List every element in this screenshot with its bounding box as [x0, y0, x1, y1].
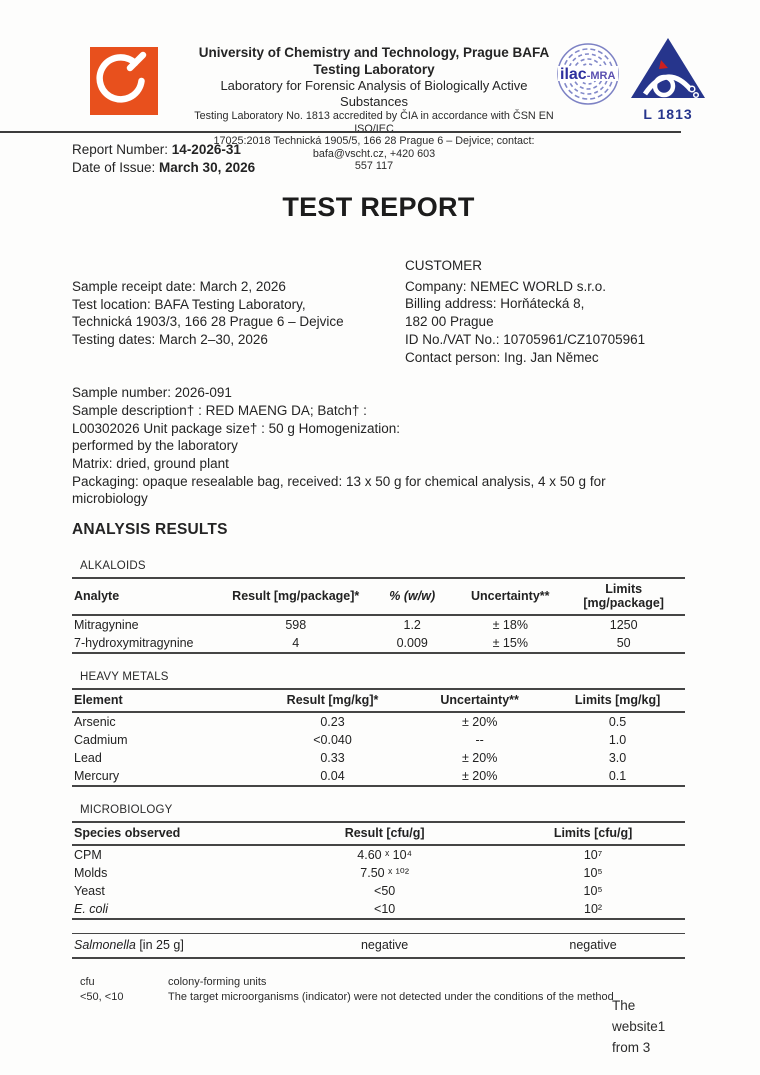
table-row	[72, 767, 685, 786]
column-header: Analyte	[72, 578, 225, 615]
table-cell: Cadmium	[74, 733, 128, 748]
document-header	[0, 0, 760, 178]
alkaloids-table	[72, 577, 685, 654]
report-number-line: Report Number: 14-2026-31	[72, 142, 241, 157]
table-cell	[72, 934, 268, 958]
table-cell: Yeast	[74, 884, 105, 899]
table-cell: 7-hydroxymitragynine	[72, 634, 225, 653]
sample-line: Sample description† : RED MAENG DA; Batch† :	[72, 402, 367, 418]
accreditation-phone: 557 117	[354, 160, 394, 173]
sample-line: Packaging: opaque resealable bag, received: 13 x 50 g for chemical analysis, 4 x 50 g for microbiology	[72, 473, 606, 507]
customer-line: ID No./VAT No.: 10705961/CZ10705961	[405, 331, 646, 347]
footer-line: website1	[612, 1019, 666, 1034]
table-row	[72, 749, 685, 767]
footnote-term: cfu	[80, 975, 95, 988]
table-cell: Arsenic	[74, 715, 116, 730]
heavy-metals-table	[72, 688, 685, 787]
column-header: % (w/w)	[366, 578, 458, 615]
table-cell: 10⁵	[583, 866, 603, 881]
sample-line: performed by the laboratory	[72, 438, 238, 454]
table-cell: 0.04	[256, 767, 409, 786]
table-row	[72, 900, 685, 919]
cia-triangle-icon	[629, 36, 707, 100]
info-line: Technická 1903/3, 166 28 Prague 6 – Dejvice	[72, 314, 344, 330]
table-cell: 598	[285, 618, 307, 633]
org-name-line2: Testing Laboratory	[313, 62, 435, 77]
table-header-row	[72, 822, 685, 845]
page-number-footer	[612, 995, 665, 1058]
page-title: TEST REPORT	[282, 192, 475, 222]
table-cell: 0.23	[320, 715, 345, 730]
customer-block	[405, 257, 645, 366]
report-meta	[72, 141, 255, 177]
footnote-row	[72, 990, 685, 1005]
table-header-row	[72, 578, 685, 615]
customer-line: 182 00 Prague	[405, 314, 494, 330]
table-cell: Lead	[74, 751, 102, 766]
table-cell: 4	[225, 634, 366, 653]
uct-prague-logo-icon	[90, 47, 158, 115]
table-row	[72, 634, 685, 653]
header-divider	[0, 131, 681, 133]
table-cell: 1.2	[403, 618, 421, 633]
table-cell: 7.50 ˣ ¹⁰²	[360, 866, 409, 881]
table-row	[72, 845, 685, 864]
table-cell: 0.33	[320, 751, 345, 766]
sample-info-block	[72, 384, 685, 508]
table-row	[72, 615, 685, 634]
sample-line: Matrix: dried, ground plant	[72, 456, 229, 472]
customer-line: Contact person: Ing. Jan Němec	[405, 349, 599, 365]
customer-line: Company: NEMEC WORLD s.r.o.	[405, 278, 607, 294]
table-cell: negative	[501, 934, 685, 958]
species-name: Salmonella	[74, 938, 136, 953]
table-cell: --	[475, 733, 484, 748]
cia-accreditation-logo	[627, 36, 709, 122]
footer-line: The	[612, 998, 636, 1013]
table-cell: 10²	[501, 900, 685, 919]
table-cell: 0.1	[550, 767, 685, 786]
info-line: Sample receipt date: March 2, 2026	[72, 279, 286, 294]
table-cell: 10⁵	[583, 884, 603, 899]
column-header: Result [mg/kg]*	[256, 689, 409, 712]
microbiology-table	[72, 821, 685, 920]
footnote-definition: The target microorganisms (indicator) were not detected under the conditions of the method	[168, 990, 614, 1003]
info-line: Test location: BAFA Testing Laboratory,	[72, 296, 306, 312]
report-number-value: 14-2026-31	[171, 142, 241, 157]
table-row	[72, 731, 685, 749]
table-cell: negative	[268, 934, 501, 958]
alkaloids-section-label: ALKALOIDS	[80, 560, 146, 573]
table-row	[72, 864, 685, 882]
table-cell: ± 20%	[461, 715, 498, 730]
column-header: Limits [cfu/g]	[501, 822, 685, 845]
svg-text:ilac-MRA: ilac-MRA	[560, 66, 616, 83]
table-cell: ± 20%	[409, 767, 550, 786]
customer-heading: CUSTOMER	[405, 258, 483, 273]
table-cell: E. coli	[72, 900, 268, 919]
table-cell: 1250	[609, 618, 638, 633]
test-info-block	[72, 257, 405, 366]
footnote-definition: colony-forming units	[168, 975, 267, 988]
column-header: Result [mg/package]*	[225, 578, 366, 615]
ilac-text: ilac	[560, 66, 587, 83]
ilac-mra-logo-icon	[556, 42, 620, 106]
date-of-issue-line: Date of Issue: March 30, 2026	[72, 159, 256, 175]
date-of-issue-value: March 30, 2026	[159, 159, 256, 175]
table-cell: <0.040	[313, 733, 352, 748]
salmonella-table	[72, 933, 685, 959]
sample-line: L00302026 Unit package size† : 50 g Homogenization:	[72, 420, 400, 436]
heavy-metals-section-label: HEAVY METALS	[80, 671, 169, 684]
table-cell: 0.009	[366, 634, 458, 653]
accreditation-line: Testing Laboratory No. 1813 accredited by ČIA in accordance with ČSN EN ISO/IEC	[194, 110, 554, 135]
footnotes-block	[72, 975, 685, 1005]
table-cell: Mercury	[72, 767, 256, 786]
table-cell: 0.5	[608, 715, 627, 730]
species-qualifier: [in 25 g]	[135, 938, 184, 953]
table-cell: <50	[374, 884, 396, 899]
table-header-row	[72, 689, 685, 712]
table-row	[72, 882, 685, 900]
column-header: Uncertainty**	[458, 578, 562, 615]
column-header: Result [cfu/g]	[268, 822, 501, 845]
lab-name-line2: Substances	[340, 94, 408, 109]
sample-line: Sample number: 2026-091	[72, 385, 232, 401]
table-cell: Mitragynine	[74, 618, 139, 633]
cia-accreditation-number: L 1813	[643, 106, 693, 122]
table-cell: CPM	[74, 848, 102, 863]
table-cell: Molds	[74, 866, 108, 881]
table-cell: 10⁷	[583, 848, 603, 863]
table-cell: 50	[562, 634, 685, 653]
table-row	[72, 934, 685, 958]
table-cell: 1.0	[608, 733, 627, 748]
column-header: Limits [mg/package]	[562, 578, 685, 615]
org-name-line: University of Chemistry and Technology, Prague BAFA	[198, 45, 550, 60]
table-cell: ± 20%	[461, 751, 498, 766]
microbiology-section-label: MICROBIOLOGY	[80, 804, 173, 817]
table-cell: 3.0	[608, 751, 627, 766]
table-cell: <10	[268, 900, 501, 919]
column-header: Limits [mg/kg]	[550, 689, 685, 712]
footnote-row	[72, 975, 685, 990]
document-body	[0, 192, 760, 1005]
lab-name-line: Laboratory for Forensic Analysis of Biologically Active	[220, 78, 528, 93]
table-row	[72, 712, 685, 731]
column-header: Species observed	[72, 822, 268, 845]
info-section	[72, 257, 685, 366]
info-line: Testing dates: March 2–30, 2026	[72, 332, 268, 348]
table-cell: 4.60 ˣ 10⁴	[357, 848, 412, 863]
accreditation-line2: 17025:2018 Technická 1905/5, 166 28 Prague 6 – Dejvice; contact: bafa@vscht.cz, +420 603	[213, 135, 535, 160]
footer-line: from 3	[612, 1040, 651, 1055]
customer-line: Billing address: Horňátecká 8,	[405, 296, 585, 312]
column-header: Uncertainty**	[409, 689, 550, 712]
column-header: Element	[72, 689, 256, 712]
table-cell: ± 18%	[492, 618, 528, 633]
analysis-results-heading: ANALYSIS RESULTS	[72, 521, 228, 539]
table-cell: ± 15%	[458, 634, 562, 653]
footnote-term: <50, <10	[80, 990, 124, 1003]
